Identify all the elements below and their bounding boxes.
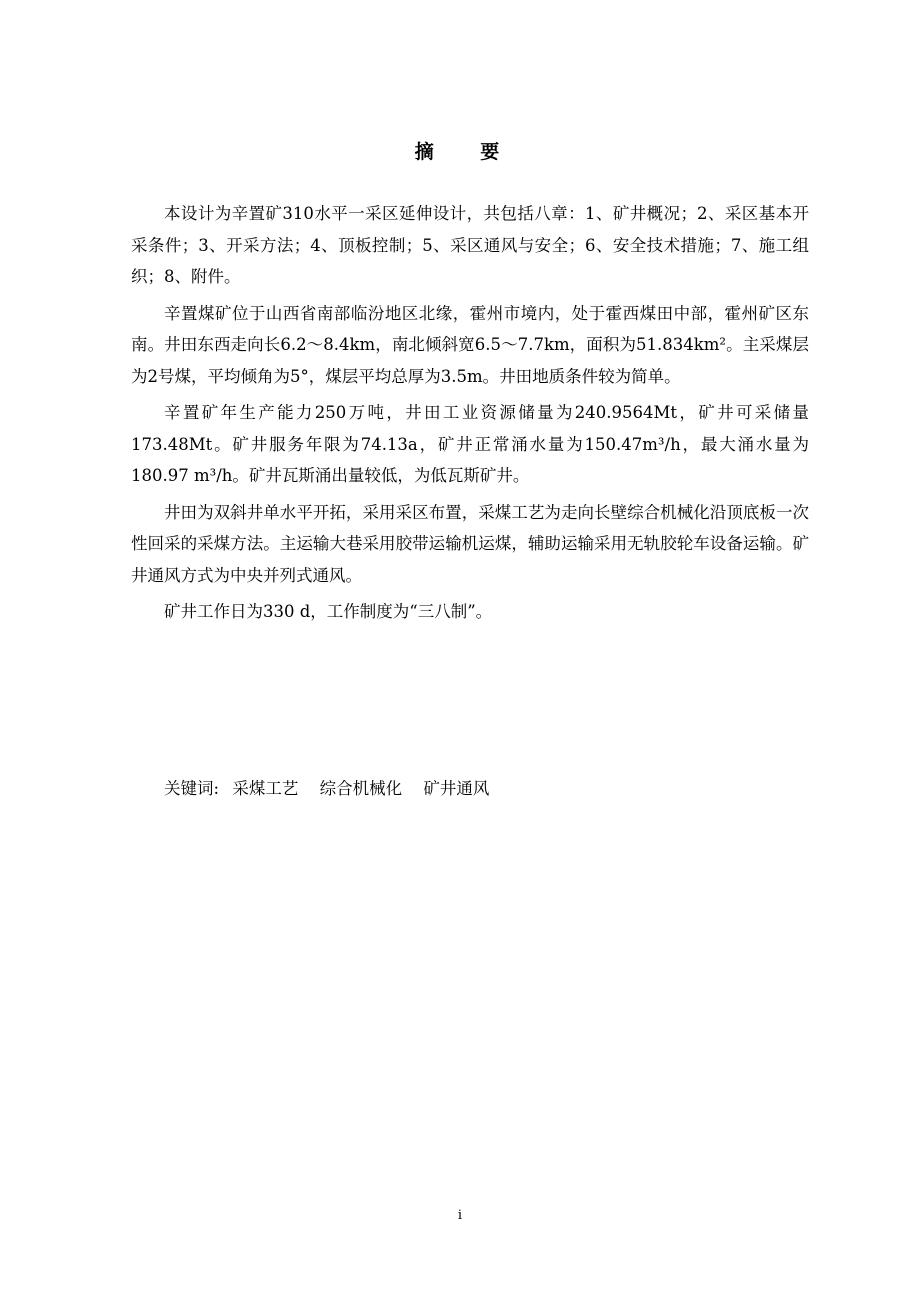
keyword-item: 采煤工艺	[232, 779, 299, 798]
paragraph-chapters: 本设计为辛置矿310水平一采区延伸设计，共包括八章：1、矿井概况；2、采区基本开采条件；3、开采方法；4、顶板控制；5、采区通风与安全；6、安全技术措施；7、施工组织；8、附件。	[131, 204, 809, 286]
paragraph-location: 辛置煤矿位于山西省南部临汾地区北缘，霍州市境内，处于霍西煤田中部，霍州矿区东南。井田东西走向长6.2～8.4km，南北倾斜宽6.5～7.7km，面积为51.834km²。主采煤层为2号煤，平均倾角为5°，煤层平均总厚为3.5m。井田地质条件较为简单。	[131, 303, 809, 386]
keywords-row	[164, 775, 505, 803]
paragraph-capacity: 辛置矿年生产能力250万吨，井田工业资源储量为240.9564Mt，矿井可采储量173.48Mt。矿井服务年限为74.13a，矿井正常涌水量为150.47m³/h，最大涌水量为180.97 m³/h。矿井瓦斯涌出量较低，为低瓦斯矿井。	[131, 403, 809, 485]
abstract-body	[131, 198, 809, 633]
keywords-label: 关键词:	[164, 779, 220, 798]
keyword-item: 综合机械化	[319, 779, 403, 798]
keyword-item: 矿井通风	[423, 779, 490, 798]
paragraph-schedule: 矿井工作日为330 d，工作制度为“三八制”。	[164, 602, 493, 621]
page-title: 摘 要	[414, 141, 520, 163]
page-number: i	[457, 1208, 463, 1223]
paragraph-method: 井田为双斜井单水平开拓，采用采区布置，采煤工艺为走向长壁综合机械化沿顶底板一次性回采的采煤方法。主运输大巷采用胶带运输机运煤，辅助运输采用无轨胶轮车设备运输。矿井通风方式为中央并列式通风。	[131, 502, 809, 585]
